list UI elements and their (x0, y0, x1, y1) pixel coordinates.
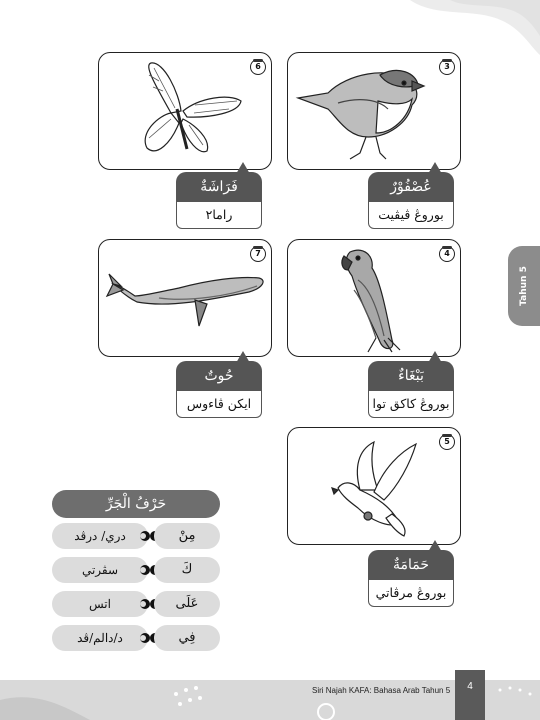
parrot-icon (288, 240, 460, 356)
malay-meaning: بوروڠ مرڤاتي (368, 580, 454, 607)
card-number: 6 (250, 59, 266, 75)
connector-icon (140, 565, 150, 575)
malay-meaning: دري/ درڤد (52, 523, 148, 549)
label-pointer (236, 351, 250, 363)
card-number: 3 (439, 59, 455, 75)
label-pointer (428, 162, 442, 174)
arabic-preposition: فِي (154, 625, 220, 651)
card-number: 7 (250, 246, 266, 262)
card-number: 5 (439, 434, 455, 450)
arabic-word: عُصْفُوْرٌ (368, 172, 454, 202)
card-whale (98, 239, 272, 357)
connector-icon (140, 633, 150, 643)
label-dove (368, 550, 454, 607)
dove-icon (288, 428, 460, 544)
whale-icon (99, 240, 271, 356)
card-parrot (287, 239, 461, 357)
arabic-word: بَبْغَاءٌ (368, 361, 454, 391)
card-butterfly (98, 52, 272, 170)
card-dove (287, 427, 461, 545)
arabic-word: حَمَامَةٌ (368, 550, 454, 580)
harf-row (52, 523, 220, 549)
harf-row (52, 557, 220, 583)
malay-meaning: بوروڠ ڤيڤيت (368, 202, 454, 229)
sparrow-icon (288, 53, 460, 169)
malay-meaning: د/دالم/ڤد (52, 625, 148, 651)
arabic-preposition: مِنْ (154, 523, 220, 549)
label-pointer (428, 351, 442, 363)
label-butterfly (176, 172, 262, 229)
side-tab-label: Tahun 5 (519, 266, 530, 306)
card-number: 4 (439, 246, 455, 262)
malay-meaning: ايكن ڤاءوس (176, 391, 262, 418)
malay-meaning: بوروڠ كاكق توا (368, 391, 454, 418)
footer-title: Siri Najah KAFA: Bahasa Arab Tahun 5 (312, 686, 451, 695)
label-parrot (368, 361, 454, 418)
page-number: 4 (455, 670, 485, 720)
connector-icon (140, 531, 150, 541)
arabic-preposition: عَلَى (154, 591, 220, 617)
decorative-wave (410, 0, 540, 55)
malay-meaning: راما٢ (176, 202, 262, 229)
harf-title: حَرْفُ الْجَرِّ (52, 490, 220, 518)
connector-icon (140, 599, 150, 609)
arabic-word: حُوتٌ (176, 361, 262, 391)
label-pointer (236, 162, 250, 174)
harf-row (52, 591, 220, 617)
arabic-word: فَرَاشَةٌ (176, 172, 262, 202)
butterfly-icon (99, 53, 271, 169)
label-sparrow (368, 172, 454, 229)
malay-meaning: اتس (52, 591, 148, 617)
side-tab (508, 246, 540, 326)
arabic-preposition: كَ (154, 557, 220, 583)
label-pointer (428, 540, 442, 552)
label-whale (176, 361, 262, 418)
card-sparrow (287, 52, 461, 170)
harf-row (52, 625, 220, 651)
malay-meaning: سڤرتي (52, 557, 148, 583)
